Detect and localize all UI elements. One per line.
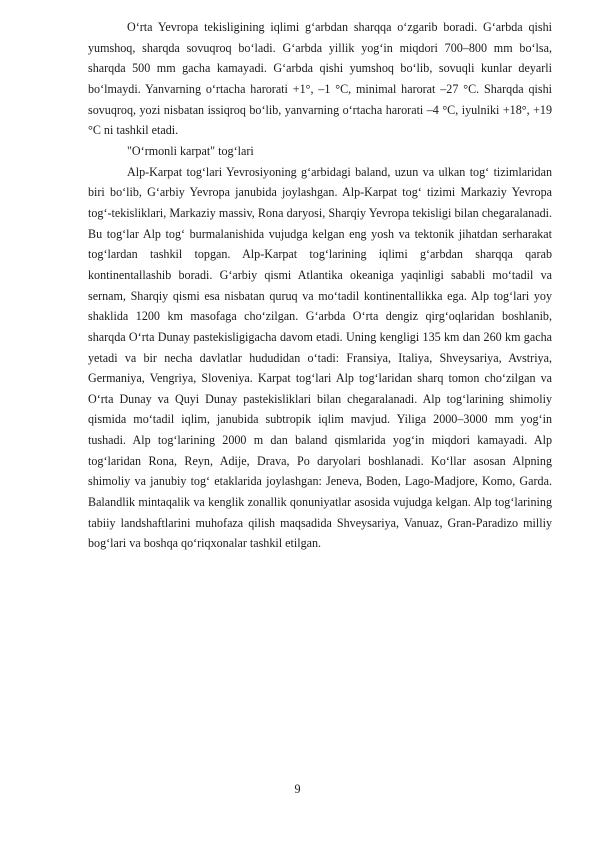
document-body	[88, 17, 552, 554]
page-number: 9	[294, 782, 301, 796]
paragraph-alp-karpat: Alp-Karpat tog‘lari Yevrosiyoning g‘arbidagi baland, uzun va ulkan tog‘ tizimlaridan biri bo‘lib, G‘arbiy Yevropa janubida joylashgan. Alp-Karpat tog‘ tizimi Markaziy Yevropa tog‘-tekisliklari, Markaziy massiv, Rona daryosi, Sharqiy Yevropa tekisligi bilan chegaralanadi. Bu tog‘lar Alp tog‘ burmalanishida vujudga kelgan eng yosh va tektonik jihatdan serharakat tog‘lardan tashkil topgan. Alp-Karpat tog‘larining iqlimi g‘arbdan sharqqa qarab kontinentallashib boradi. G‘arbiy qismi Atlantika okeaniga yaqinligi sababli mo‘tadil va sernam, Sharqiy qismi esa nisbatan quruq va mo‘tadil kontinentallikka ega. Alp tog‘lari yoy shaklida 1200 km masofaga cho‘zilgan. G‘arbda O‘rta dengiz qirg‘oqlaridan boshlanib, sharqda O‘rta Dunay pastekisligigacha davom etadi. Uning kengligi 135 km dan 260 km gacha yetadi va bir necha davlatlar hududidan o‘tadi: Fransiya, Italiya, Shveysariya, Avstriya, Germaniya, Vengriya, Sloveniya. Karpat tog‘lari Alp tog‘laridan sharq tomon cho‘zilgan va O‘rta Dunay va Quyi Dunay pastekisliklari bilan chegaralanadi. Alp tog‘larining shimoliy qismida mo‘tadil iqlim, janubida subtropik iqlim mavjud. Yiliga 2000–3000 mm yog‘in tushadi. Alp tog‘larining 2000 m dan baland qismlarida yog‘in miqdori kamayadi. Alp tog‘laridan Rona, Reyn, Adije, Drava, Po daryolari boshlanadi. Ko‘llar asosan Alpning shimoliy va janubiy tog‘ etaklarida joylashgan: Jeneva, Boden, Lago-Madjore, Komo, Garda. Balandlik mintaqalik va kenglik zonallik qonuniyatlar asosida vujudga kelgan. Alp tog‘larining tabiiy landshaftlarini muhofaza qilish maqsadida Shveysariya, Vanuaz, Gran-Paradizo milliy bog‘lari va boshqa qo‘riqxonalar tashkil etilgan.	[88, 164, 552, 551]
paragraph-climate: O‘rta Yevropa tekisligining iqlimi g‘arbdan sharqqa o‘zgarib boradi. G‘arbda qishi yumshoq, sharqda sovuqroq bo‘ladi. G‘arbda yillik yog‘in miqdori 700–800 mm bo‘lsa, sharqda 500 mm gacha kamayadi. G‘arbda qishi yumshoq bo‘lib, sovuqli kunlar deyarli bo‘lmaydi. Yanvarning o‘rtacha harorati +1°, –1 °C, minimal harorat –27 °C. Sharqda qishi sovuqroq, yozi nisbatan issiqroq bo‘lib, yanvarning o‘rtacha harorati –4 °C, iyulniki +18°, +19 °C ni tashkil etadi.	[88, 20, 552, 138]
section-heading: "O‘rmonli karpat" tog‘lari	[127, 143, 254, 158]
